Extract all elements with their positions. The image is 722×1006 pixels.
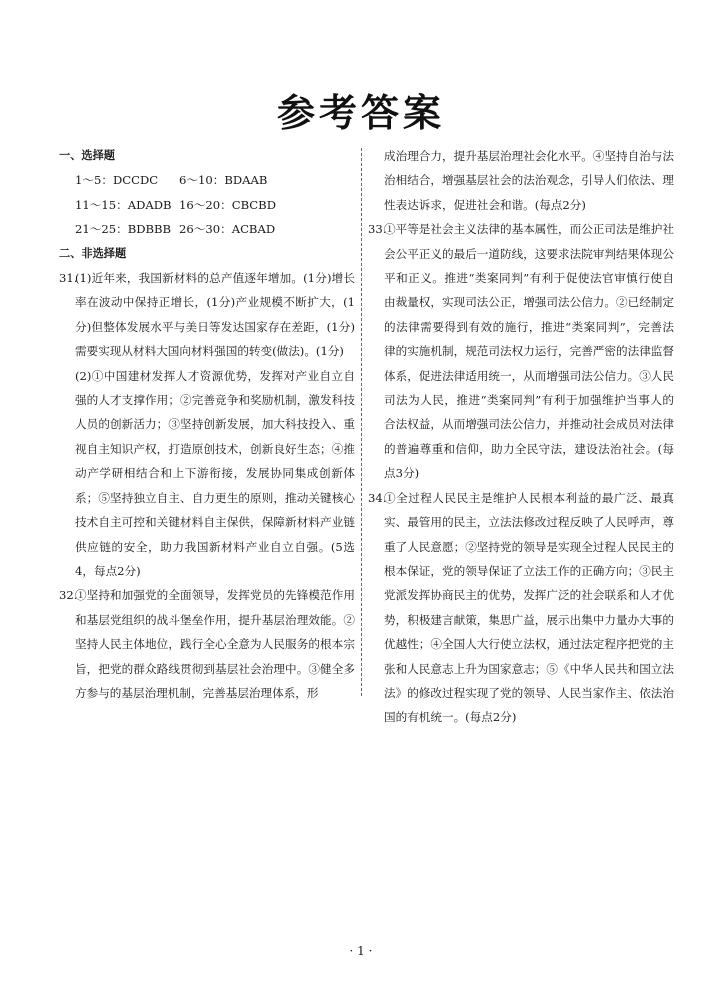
page-title: 参考答案 [276,91,445,135]
column-divider [361,148,362,696]
section-heading-non-choice: 二、非选择题 [59,246,127,260]
answer-group: 6～10：BDAAB [179,173,268,188]
answer-row [59,168,355,192]
answer-paragraph: ①坚持和加强党的全面领导，发挥党员的先锋模范作用和基层党组织的战斗堡垒作用，提升基层治理效能。②坚持人民主体地位，践行全心全意为人民服务的根本宗旨，把党的群众路线贯彻到基层社会治理中。③健全多方参与的基层治理机制，完善基层治理体系，形 [75,588,355,700]
answer-group: 26～30：ACBAD [179,222,276,237]
left-column [59,144,355,705]
answer-row [59,217,355,241]
answer-group: 1～5：DCCDC [75,173,159,188]
answer-paragraph: ①全过程人民民主是维护人民根本利益的最广泛、最真实、最管用的民主，立法法修改过程反映了人民呼声，尊重了人民意愿；②坚持党的领导是实现全过程人民民主的根本保证，党的领导保证了立法工作的正确方向；③民主党派发挥协商民主的优势，发挥广泛的社会联系和人才优势，积极建言献策，集思广益，展示出集中力量办大事的优越性；④全国人大行使立法权，通过法定程序把党的主张和人民意志上升为国家意志；⑤《中华人民共和国立法法》的修改过程实现了党的领导、人民当家作主、依法治国的有机统一。(每点2分) [384,490,674,725]
answer-row [59,193,355,217]
question-31 [59,266,355,583]
question-number: 33. [368,222,387,237]
answer-group: 21～25：BDBBB [75,222,172,237]
answer-paragraph: (2)①中国建材发挥人才资源优势，发挥对产业自立自强的人才支撑作用；②完善竞争和奖励机制，激发科技人员的创新活力；③坚持创新发展，加大科技投入、重视自主知识产权，打造原创技术，创新良好生态；④推动产学研相结合和上下游衔接，发展协同集成创新体系；⑤坚持独立自主、自力更生的原则，推动关键核心技术自主可控和关键材料自主保供，保障新材料产业链供应链的安全，助力我国新材料产业自立自强。(5选4，每点2分) [75,368,355,578]
question-number: 34. [368,490,387,505]
answer-group: 11～15：ADADB [75,197,172,212]
question-32 [59,583,355,705]
question-number: 31. [59,271,78,286]
section-heading-choice: 一、选择题 [59,149,115,162]
right-column [368,144,674,730]
answer-paragraph: 成治理合力，提升基层治理社会化水平。④坚持自治与法治相结合，增强基层社会的法治观念，引导人们依法、理性表达诉求，促进社会和谐。(每点2分) [384,149,674,212]
page-number: · 1 · [349,944,373,958]
question-number: 32. [59,588,78,603]
question-32-continued [368,144,674,217]
answer-paragraph: (1)近年来，我国新材料的总产值逐年增加。(1分)增长率在波动中保持正增长，(1分)产业规模不断扩大，(1分)但整体发展水平与美日等发达国家存在差距，(1分)需要实现从材料大国向材料强国的转变(做法)。(1分) [75,271,355,359]
answer-paragraph: ①平等是社会主义法律的基本属性，而公正司法是维护社会公平正义的最后一道防线，这要求法院审判结果体现公平和正义。推进“类案同判”有利于促使法官审慎行使自由裁量权，实现司法公正，增强司法公信力。②已经制定的法律需要得到有效的施行，推进“类案同判”，完善法律的实施机制，规范司法权力运行，完善严密的法律监督体系，促进法律适用统一，从而增强司法公信力。③人民司法为人民，推进“类案同判”有利于加强维护当事人的合法权益，从而增强司法公信力，并推动社会成员对法律的普遍尊重和信仰，助力全民守法，建设法治社会。(每点3分) [384,222,674,481]
question-33 [368,217,674,485]
answer-group: 16～20：CBCBD [179,197,276,212]
question-34 [368,486,674,730]
